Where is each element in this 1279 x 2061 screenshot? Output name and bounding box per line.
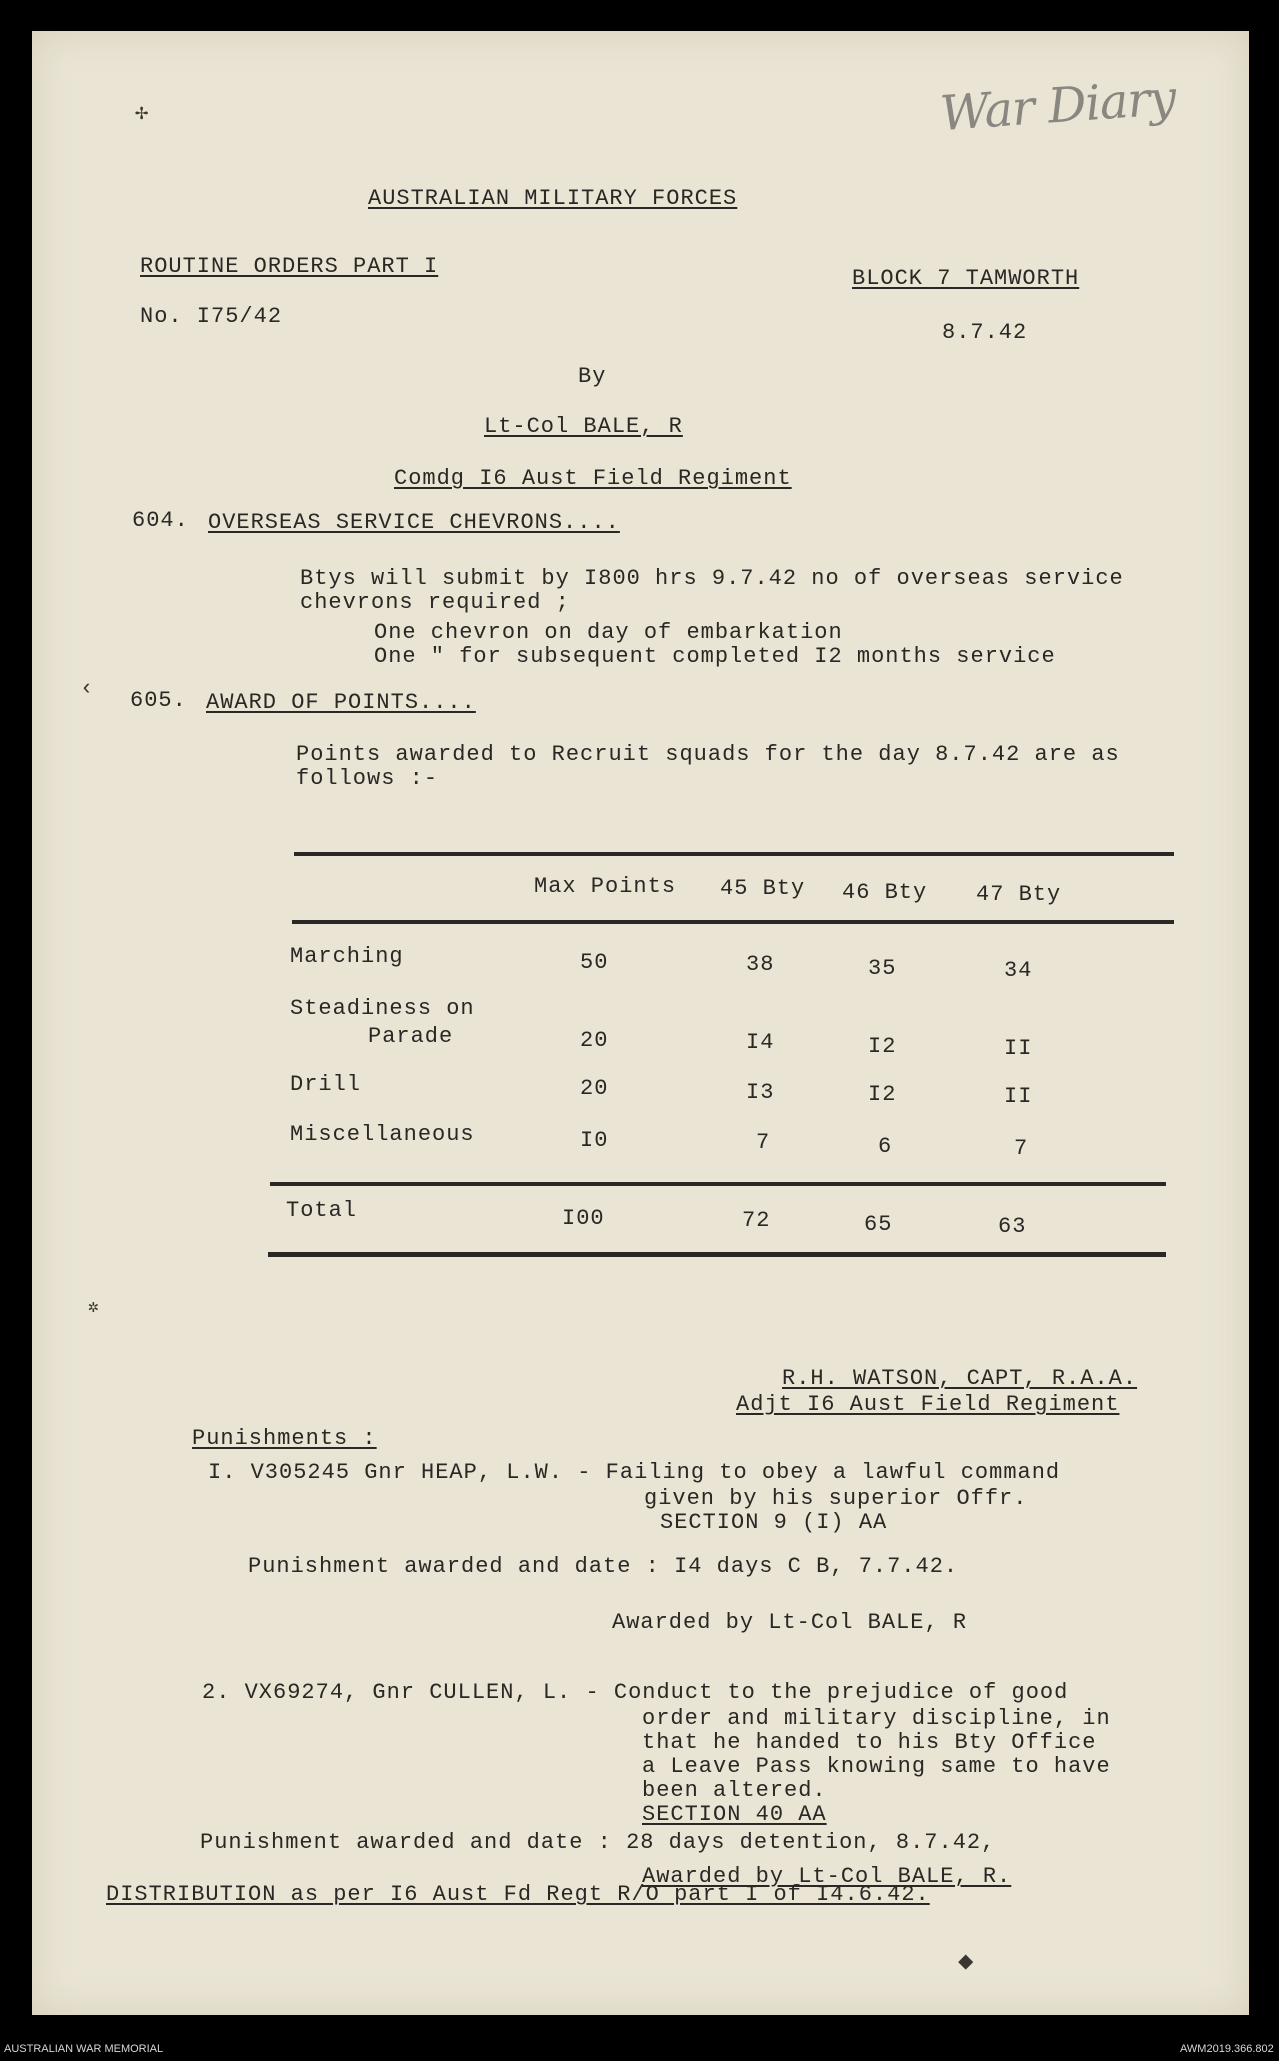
item-604-line: chevrons required ; (300, 590, 570, 615)
footer-reference: AWM2019.366.802 (1180, 2043, 1274, 2055)
item-604-line: Btys will submit by I800 hrs 9.7.42 no of overseas service (300, 566, 1124, 591)
punishment-1-section: SECTION 9 (I) AA (660, 1510, 888, 1535)
row-label: Miscellaneous (290, 1122, 475, 1147)
punishment-2-line: a Leave Pass knowing same to have (642, 1754, 1111, 1779)
table-header-max: Max Points (534, 874, 677, 899)
punishment-2-line: 2. VX69274, Gnr CULLEN, L. - Conduct to the prejudice of good (202, 1680, 1069, 1705)
cell-46: I2 (868, 1082, 897, 1107)
table-header-47: 47 Bty (976, 882, 1062, 907)
punishment-2-awarded: Punishment awarded and date : 28 days detention, 8.7.42, (200, 1830, 996, 1855)
punishments-heading: Punishments : (192, 1426, 377, 1451)
location: BLOCK 7 TAMWORTH (852, 266, 1080, 291)
document-title: AUSTRALIAN MILITARY FORCES (368, 186, 738, 211)
punishment-1-line: I. V305245 Gnr HEAP, L.W. - Failing to obey a lawful command (208, 1460, 1061, 1485)
cell-max: 20 (580, 1028, 609, 1053)
cell-46: 65 (864, 1212, 893, 1237)
order-date: 8.7.42 (942, 320, 1028, 345)
signature-role: Adjt I6 Aust Field Regiment (736, 1392, 1120, 1417)
row-label: Parade (368, 1024, 454, 1049)
item-605-number: 605. (130, 688, 187, 713)
item-605-line: Points awarded to Recruit squads for the day 8.7.42 are as (296, 742, 1120, 767)
cell-46: 6 (878, 1134, 893, 1159)
cell-max: I0 (580, 1128, 609, 1153)
cell-max: I00 (562, 1206, 605, 1231)
table-header-rule (292, 920, 1174, 924)
cell-47: 34 (1004, 958, 1033, 983)
unit-name: Comdg I6 Aust Field Regiment (394, 466, 792, 491)
item-605-line: follows :- (296, 766, 439, 791)
orders-heading: ROUTINE ORDERS PART I (140, 254, 439, 279)
cell-max: 50 (580, 950, 609, 975)
punishment-2-line: that he handed to his Bty Office (642, 1730, 1097, 1755)
tick-mark-icon: ‹ (80, 676, 94, 701)
punishment-1-by: Awarded by Lt-Col BALE, R (612, 1610, 968, 1635)
handwritten-annotation: War Diary (938, 69, 1178, 143)
cell-45: 38 (746, 952, 775, 977)
order-number: No. I75/42 (140, 304, 283, 329)
cell-46: I2 (868, 1034, 897, 1059)
punishment-2-by: Awarded by Lt-Col BALE, R. (642, 1864, 1012, 1889)
row-label: Drill (290, 1072, 362, 1097)
cell-47: 7 (1014, 1136, 1029, 1161)
cell-47: 63 (998, 1214, 1027, 1239)
cell-47: II (1004, 1036, 1033, 1061)
table-total-rule (270, 1182, 1166, 1186)
row-label: Steadiness on (290, 996, 475, 1021)
punishment-1-line: given by his superior Offr. (644, 1486, 1028, 1511)
table-header-45: 45 Bty (720, 876, 806, 901)
cell-45: I4 (746, 1030, 775, 1055)
row-label: Total (286, 1198, 358, 1223)
table-top-rule (294, 852, 1174, 856)
row-label: Marching (290, 944, 404, 969)
item-605-title: AWARD OF POINTS.... (206, 690, 476, 715)
item-604-line: One chevron on day of embarkation (374, 620, 843, 645)
commander-name: Lt-Col BALE, R (484, 414, 683, 439)
footer-source: AUSTRALIAN WAR MEMORIAL (4, 2043, 164, 2055)
by-label: By (578, 364, 607, 389)
item-604-title: OVERSEAS SERVICE CHEVRONS.... (208, 510, 620, 535)
signature-name: R.H. WATSON, CAPT, R.A.A. (782, 1366, 1138, 1391)
item-604-line: One " for subsequent completed I2 months service (374, 644, 1056, 669)
punishment-2-section: SECTION 40 AA (642, 1802, 827, 1827)
pin-mark-icon: ✢ (135, 101, 149, 126)
punishment-2-line: order and military discipline, in (642, 1706, 1111, 1731)
cell-46: 35 (868, 956, 897, 981)
cell-45: I3 (746, 1080, 775, 1105)
table-header-46: 46 Bty (842, 880, 928, 905)
punishment-1-awarded: Punishment awarded and date : I4 days C B, 7.7.42. (248, 1554, 959, 1579)
table-bottom-rule (268, 1252, 1166, 1257)
ink-spot-icon: ⬥ (958, 1950, 974, 1975)
distribution-line: DISTRIBUTION as per I6 Aust Fd Regt R/O part I of I4.6.42. (106, 1882, 930, 1907)
punishment-2-line: been altered. (642, 1778, 827, 1803)
cell-max: 20 (580, 1076, 609, 1101)
cell-45: 7 (756, 1130, 771, 1155)
cell-47: II (1004, 1084, 1033, 1109)
cell-45: 72 (742, 1208, 771, 1233)
smudge-mark-icon: ✲ (88, 1298, 99, 1318)
item-604-number: 604. (132, 508, 189, 533)
